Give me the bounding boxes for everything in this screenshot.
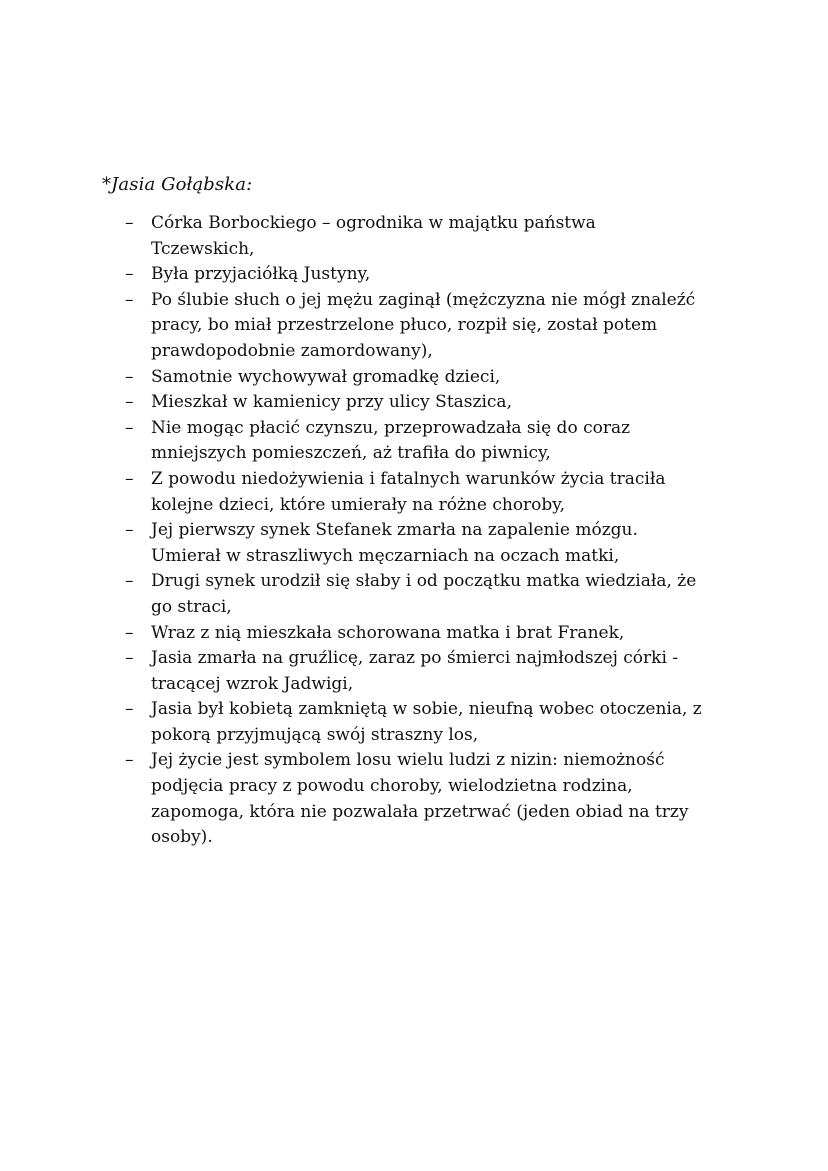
dash-bullet: – [125,648,134,669]
list-item [125,518,737,569]
bullet-list [125,211,737,851]
list-item-text: Jej pierwszy synek Stefanek zmarła na zapalenie mózgu. Umierał w straszliwych męczarniach na oczach matki, [151,520,638,566]
section-heading: *Jasia Gołąbska: [102,174,253,195]
dash-bullet: – [125,468,134,489]
dash-bullet: – [125,417,134,438]
list-item-text: Córka Borbockiego – ogrodnika w majątku państwa Tczewskich, [151,213,596,259]
list-item-text: Wraz z nią mieszkała schorowana matka i brat Franek, [151,622,625,643]
dash-bullet: – [125,750,134,771]
list-item [125,569,737,620]
dash-bullet: – [125,699,134,720]
list-item-text: Z powodu niedożywienia i fatalnych warunków życia traciła kolejne dzieci, które umierały na różne choroby, [151,468,666,515]
list-item-text: Po ślubie słuch o jej mężu zaginął (mężczyzna nie mógł znaleźć pracy, bo miał przestrzelone płuco, rozpił się, został potem prawdopodobnie zamordowany), [151,289,696,361]
dash-bullet: – [125,264,134,285]
list-item-text: Jej życie jest symbolem losu wielu ludzi z nizin: niemożność podjęcia pracy z powodu choroby, wielodzietna rodzina, zapomoga, która nie pozwalała przetrwać (jeden obiad na trzy osoby). [151,750,689,848]
list-item-text: Mieszkał w kamienicy przy ulicy Staszica, [151,392,512,413]
list-item [125,416,737,467]
list-item [125,697,737,748]
dash-bullet: – [125,213,134,233]
list-item-text: Jasia zmarła na gruźlicę, zaraz po śmierci najmłodszej córki - tracącej wzrok Jadwigi, [151,648,679,694]
dash-bullet: – [125,392,134,413]
dash-bullet: – [125,520,134,541]
list-item [125,211,737,262]
list-item-text: Była przyjaciółką Justyny, [151,264,371,285]
dash-bullet: – [125,366,134,387]
list-item-text: Drugi synek urodził się słaby i od początku matka wiedziała, że go straci, [151,571,697,617]
dash-bullet: – [125,571,134,592]
list-item [125,262,737,288]
list-item-text: Nie mogąc płacić czynszu, przeprowadzała się do coraz mniejszych pomieszczeń, aż trafiła do piwnicy, [151,417,631,464]
list-item [125,288,737,365]
list-item-text: Jasia był kobietą zamkniętą w sobie, nieufną wobec otoczenia, z pokorą przyjmującą swój straszny los, [151,699,702,745]
dash-bullet: – [125,289,134,310]
list-item [125,621,737,647]
list-item [125,365,737,391]
list-item [125,646,737,697]
dash-bullet: – [125,622,134,643]
list-item-text: Samotnie wychowywał gromadkę dzieci, [151,366,501,387]
list-item [125,467,737,518]
list-item [125,748,737,850]
list-item [125,390,737,416]
